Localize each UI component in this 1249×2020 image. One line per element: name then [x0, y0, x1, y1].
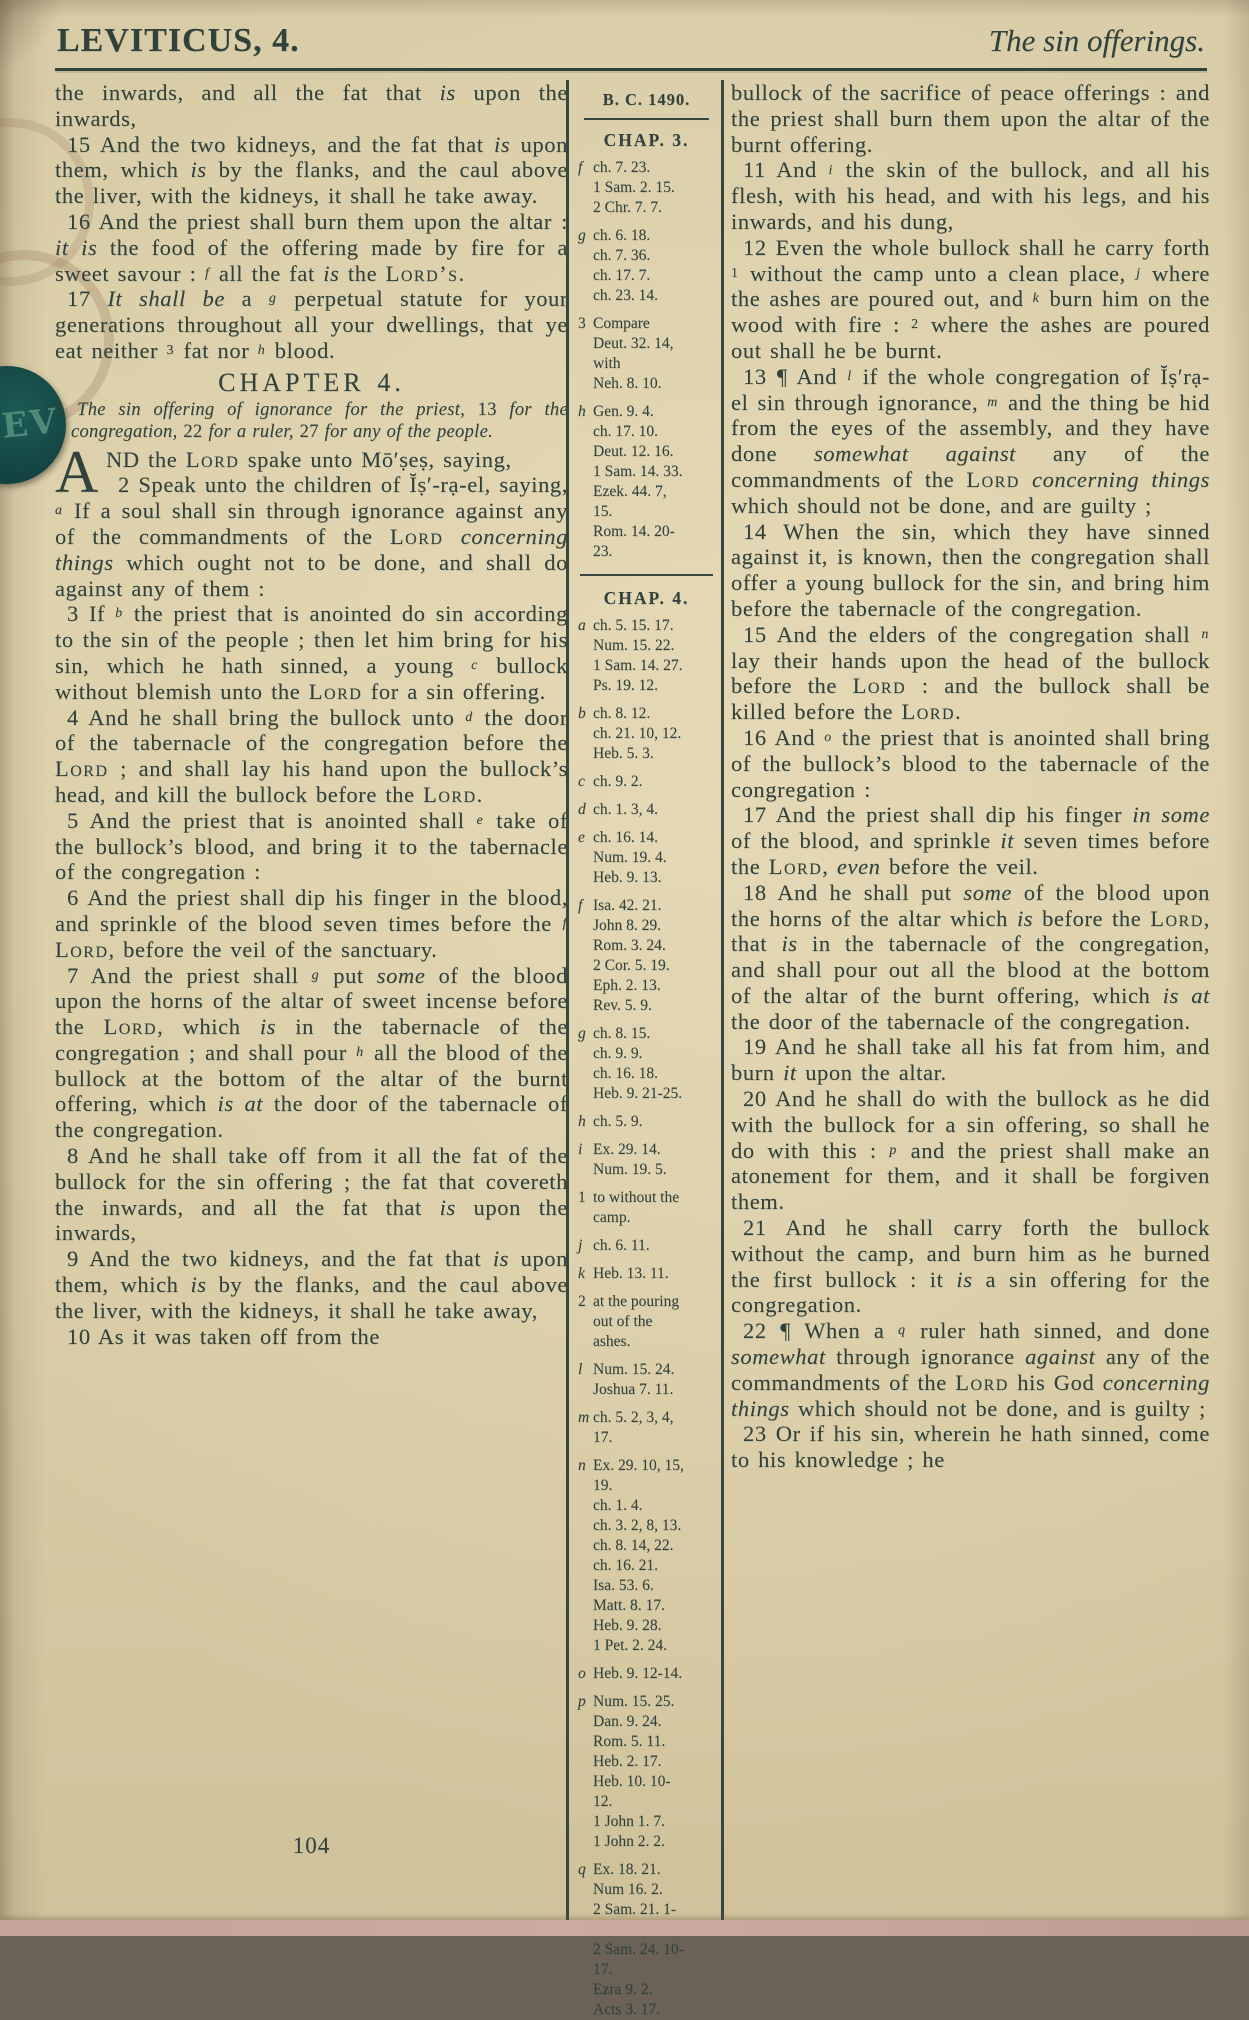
cross-reference-entry	[578, 314, 715, 394]
verse-paragraph: 12 Even the whole bullock shall he carry forth $^1$ without the camp unto a clean place, $^j$ where the ashes are poured out, and $^k$ burn him on the wood with fire : $^2$ where the ashes are poured out shall he be burnt.	[731, 234, 1211, 363]
cross-reference-entry	[578, 1188, 715, 1228]
reference-tag: q	[578, 1861, 586, 1878]
verse-paragraph: 10 As it was taken off from the	[67, 1323, 380, 1349]
chapter-summary: 1 The sin offering of ignorance for the priest, 13 for the congregation, 22 for a ruler, 27 for any of the people.	[55, 399, 568, 443]
verse-paragraph: 14 When the sin, which they have sinned against it, is known, then the congregation shall offer a young bullock for the sin, and bring him before the tabernacle of the congregation.	[731, 518, 1210, 621]
cross-reference-entry	[578, 1692, 715, 1852]
reference-text: Gen. 9. 4. ch. 17. 10. Deut. 12. 16. 1 Sam. 14. 33. Ezek. 44. 7, 15. Rom. 14. 20- 23.	[593, 403, 683, 560]
cross-reference-entry	[578, 828, 715, 888]
reference-text: ch. 5. 2, 3, 4, 17.	[593, 1409, 674, 1446]
reference-tag: f	[578, 897, 583, 914]
cross-reference-entry	[578, 1292, 715, 1352]
left-text-column	[55, 80, 568, 1349]
reference-text: Ex. 29. 14. Num. 19. 5.	[593, 1141, 667, 1178]
drop-cap: A	[55, 438, 99, 505]
reference-text: ch. 7. 23. 1 Sam. 2. 15. 2 Chr. 7. 7.	[593, 159, 675, 216]
reference-tag: j	[578, 1237, 583, 1254]
reference-text: ch. 8. 12. ch. 21. 10, 12. Heb. 5. 3.	[593, 705, 682, 762]
cross-reference-entry	[578, 1024, 715, 1104]
book-chapter-title: LEVITICUS, 4.	[57, 22, 300, 59]
reference-text: ch. 1. 3, 4.	[593, 801, 659, 818]
cross-reference-entry	[578, 1140, 715, 1180]
reference-text: Compare Deut. 32. 14, with Neh. 8. 10.	[593, 315, 674, 392]
cross-reference-entry	[578, 158, 715, 218]
reference-text: Isa. 42. 21. John 8. 29. Rom. 3. 24. 2 Cor. 5. 19. Eph. 2. 13. Rev. 5. 9.	[593, 897, 670, 1014]
thumb-tab-label: EV	[0, 401, 60, 447]
verse-paragraph: 2 Speak unto the children of Ĭṣ′-rạ-el, saying, $^a$ If a soul shall sin through ignorance against any of the commandments of the Lord concerning things which ought not to be done, and shall do against any of them :	[55, 472, 568, 601]
verse-paragraph: 3 If $^b$ the priest that is anointed do sin according to the sin of the people ; then let him bring for his sin, which he hath sinned, a young $^c$ bullock without blemish unto the Lord for a sin offering.	[55, 601, 568, 704]
date-label: B. C. 1490.	[602, 90, 691, 109]
reference-tag: m	[578, 1409, 590, 1426]
reference-text: Heb. 9. 12-14.	[593, 1665, 683, 1682]
verse-paragraph: 19 And he shall take all his fat from him, and burn it upon the altar.	[731, 1034, 1210, 1086]
reference-tag: 2	[578, 1293, 586, 1310]
verse-paragraph: 22 ¶ When a $^q$ ruler hath sinned, and done somewhat through ignorance against any of the commandments of the Lord his God concerning things which should not be done, and is guilty ;	[731, 1318, 1210, 1421]
verse-paragraph: 23 Or if his sin, wherein he hath sinned, come to his knowledge ; he	[731, 1421, 1210, 1473]
reference-text: ch. 5. 9.	[593, 1113, 643, 1130]
reference-text: ch. 16. 14. Num. 19. 4. Heb. 9. 13.	[593, 829, 667, 886]
center-reference-column	[566, 80, 724, 2018]
page-bottom-edge	[0, 1920, 1249, 1936]
reference-tag: 3	[578, 315, 586, 332]
reference-text: Num. 15. 25. Dan. 9. 24. Rom. 5. 11. Heb. 2. 17. Heb. 10. 10- 12. 1 John 1. 7. 1 John 2. 2.	[593, 1693, 675, 1850]
section-divider	[580, 574, 713, 576]
reference-text: to without the camp.	[593, 1189, 680, 1226]
cross-reference-entry	[578, 1456, 715, 1656]
reference-text: Ex. 18. 21. Num 16. 2. 2 Sam. 21. 1- 2 Sam. 24. 10- 17. Ezra 9. 2. Acts 3. 17.	[593, 1861, 684, 2018]
reference-tag: g	[578, 227, 586, 244]
verse-paragraph: 16 And $^o$ the priest that is anointed shall bring of the bullock’s blood to the tabernacle of the congregation :	[731, 724, 1210, 802]
header-rule	[55, 68, 1207, 71]
reference-tag: a	[578, 617, 586, 634]
reference-text: ch. 6. 11.	[593, 1237, 650, 1254]
chapter-ref-heading: CHAP. 3.	[603, 130, 690, 150]
reference-text: Num. 15. 24. Joshua 7. 11.	[593, 1361, 675, 1398]
reference-tag: c	[578, 773, 585, 790]
reference-text: ch. 9. 2.	[593, 773, 643, 790]
reference-tag: f	[578, 159, 583, 176]
date-rule	[584, 118, 709, 120]
cross-reference-entry	[578, 616, 715, 696]
chapter-ref-heading: CHAP. 4.	[603, 588, 690, 608]
verse-paragraph: 9 And the two kidneys, and the fat that is upon them, which is by the flanks, and the caul above the liver, with the kidneys, it shall he take away,	[55, 1246, 569, 1323]
cross-reference-entry	[578, 1236, 715, 1256]
verse-paragraph: the inwards, and all the fat that is upon the inwards,	[55, 80, 568, 131]
cross-reference-entry	[578, 896, 715, 1016]
verse-paragraph: 7 And the priest shall $^g$ put some of the blood upon the horns of the altar of sweet incense before the Lord, which is in the tabernacle of the congregation ; and shall pour $^h$ all the blood of the bullock at the bottom of the altar of the burnt offering, which is at the door of the tabernacle of the congregation.	[55, 962, 569, 1143]
cross-reference-entry	[578, 1664, 715, 1684]
reference-tag: e	[578, 829, 585, 846]
reference-tag: k	[578, 1265, 585, 1282]
cross-reference-entry	[578, 1360, 715, 1400]
verse-paragraph: 11 And $^i$ the skin of the bullock, and all his flesh, with his head, and with his legs, and his inwards, and his dung,	[731, 157, 1210, 234]
verse-paragraph: 15 And the two kidneys, and the fat that is upon them, which is by the flanks, and the caul above the liver, with the kidneys, it shall he take away.	[55, 131, 569, 209]
reference-tag: n	[578, 1457, 586, 1474]
cross-reference-entry	[578, 1112, 715, 1132]
cross-reference-entry	[578, 704, 715, 764]
reference-text: ch. 8. 15. ch. 9. 9. ch. 16. 18. Heb. 9. 21-25.	[593, 1025, 683, 1102]
verse-paragraph: AND the Lord spake unto Mō′ṣeṣ, saying,	[55, 438, 512, 505]
cross-reference-entry	[578, 772, 715, 792]
verse-paragraph: 4 And he shall bring the bullock unto $^d$ the door of the tabernacle of the congregation before the Lord ; and shall lay his hand upon the bullock’s head, and kill the bullock before the Lord.	[55, 704, 568, 807]
cross-reference-entry	[578, 1860, 715, 2020]
cross-reference-entry	[578, 1408, 715, 1448]
cross-reference-entry	[578, 402, 715, 562]
verse-paragraph: 18 And he shall put some of the blood upon the horns of the altar which is before the Lord, that is in the tabernacle of the congregation, and shall pour out all the blood at the bottom of the altar of the burnt offering, which is at the door of the tabernacle of the congregation.	[731, 879, 1210, 1034]
verse-paragraph: 13 ¶ And $^l$ if the whole congregation of Ĭṣ′rạ-el sin through ignorance, $^m$ and the thing be hid from the eyes of the assembly, and they have done somewhat against any of the commandments of the Lord concerning things which should not be done, and are guilty ;	[731, 363, 1210, 518]
verse-paragraph: 8 And he shall take off from it all the fat of the bullock for the sin offering ; the fat that covereth the inwards, and all the fat that is upon the inwards,	[55, 1143, 568, 1246]
reference-tag: g	[578, 1025, 586, 1042]
reference-text: Heb. 13. 11.	[593, 1265, 669, 1282]
verse-paragraph: 20 And he shall do with the bullock as he did with the bullock for a sin offering, so shall he do with this : $^p$ and the priest shall make an atonement for them, and it shall be forgiven them.	[731, 1086, 1210, 1215]
cross-reference-list	[578, 130, 715, 2020]
reference-text: Ex. 29. 10, 15, 19. ch. 1. 4. ch. 3. 2, 8, 13. ch. 8. 14, 22. ch. 16. 21. Isa. 53. 6. Matt. 8. 17. Heb. 9. 28. 1 Pet. 2. 24.	[593, 1457, 684, 1654]
cross-reference-entry	[578, 226, 715, 306]
reference-tag: l	[578, 1361, 583, 1378]
reference-tag: o	[578, 1665, 586, 1682]
chapter-heading: CHAPTER 4.	[218, 367, 405, 397]
reference-text: ch. 5. 15. 17. Num. 15. 22. 1 Sam. 14. 27. Ps. 19. 12.	[593, 617, 683, 694]
reference-tag: 1	[578, 1189, 586, 1206]
reference-tag: h	[578, 1113, 586, 1130]
right-text-column	[731, 80, 1210, 1473]
cross-reference-entry	[578, 1264, 715, 1284]
verse-paragraph: 16 And the priest shall burn them upon the altar : it is the food of the offering made by fire for a sweet savour : $^f$ all the fat is the Lord’s.	[55, 208, 568, 286]
cross-reference-entry	[578, 800, 715, 820]
verse-paragraph: 5 And the priest that is anointed shall $^e$ take of the bullock’s blood, and bring it to the tabernacle of the congregation :	[55, 807, 568, 885]
page-number: 104	[292, 1833, 331, 1858]
reference-text: at the pouring out of the ashes.	[593, 1293, 680, 1350]
reference-tag: d	[578, 801, 586, 818]
verse-paragraph: 21 And he shall carry forth the bullock without the camp, and burn him as he burned the first bullock : it is a sin offering for the congregation.	[731, 1215, 1211, 1318]
running-head: The sin offerings.	[988, 23, 1205, 58]
page-header	[57, 22, 1205, 60]
reference-text: ch. 6. 18. ch. 7. 36. ch. 17. 7. ch. 23. 14.	[593, 227, 659, 304]
reference-tag: i	[578, 1141, 583, 1158]
reference-tag: p	[578, 1693, 586, 1710]
reference-tag: h	[578, 403, 586, 420]
verse-paragraph: 17 It shall be a $^g$ perpetual statute for your generations throughout all your dwellings, that ye eat neither $^3$ fat nor $^h$ blood.	[55, 286, 568, 363]
verse-paragraph: 17 And the priest shall dip his finger in some of the blood, and sprinkle it seven times before the Lord, even before the veil.	[731, 802, 1211, 879]
verse-paragraph: 6 And the priest shall dip his finger in the blood, and sprinkle of the blood seven times before the $^f$ Lord, before the veil of the sanctuary.	[55, 885, 568, 962]
verse-paragraph: 15 And the elders of the congregation shall $^n$ lay their hands upon the head of the bullock before the Lord : and the bullock shall be killed before the Lord.	[731, 621, 1210, 725]
verse-paragraph: bullock of the sacrifice of peace offerings : and the priest shall burn them upon the altar of the burnt offering.	[731, 80, 1210, 157]
reference-tag: b	[578, 705, 586, 722]
